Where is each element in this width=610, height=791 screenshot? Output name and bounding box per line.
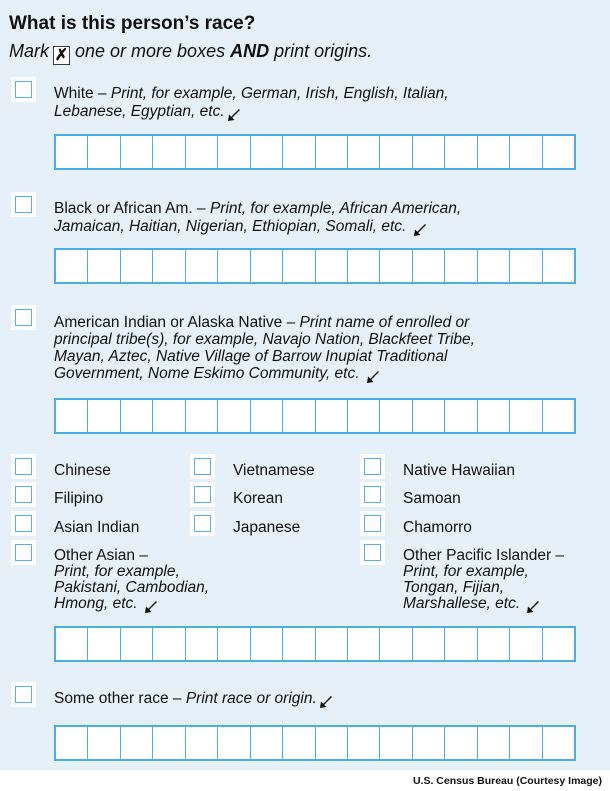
white-example-line-2: Lebanese, Egyptian, etc. <box>54 103 225 120</box>
arrow-down-left-icon <box>227 108 241 122</box>
other-pacific-example-line-1: Print, for example, <box>403 563 529 580</box>
write-in-cell[interactable] <box>121 250 153 282</box>
write-in-cell[interactable] <box>445 628 477 660</box>
korean-label: Korean <box>233 490 283 507</box>
write-in-cell[interactable] <box>316 400 348 432</box>
write-in-cell[interactable] <box>88 400 120 432</box>
write-in-cell[interactable] <box>543 628 574 660</box>
american-indian-example-line-2: principal tribe(s), for example, Navajo Nation, Blackfeet Tribe, <box>54 331 475 348</box>
write-in-cell[interactable] <box>56 136 88 168</box>
japanese-checkbox[interactable] <box>194 515 211 532</box>
write-in-cell[interactable] <box>380 250 412 282</box>
write-in-cell[interactable] <box>153 628 185 660</box>
write-in-cell[interactable] <box>348 400 380 432</box>
arrow-down-left-icon <box>144 600 158 614</box>
write-in-cell[interactable] <box>316 727 348 759</box>
write-in-cell[interactable] <box>56 628 88 660</box>
write-in-cell[interactable] <box>283 136 315 168</box>
white-label <box>54 85 449 102</box>
other-asian-checkbox[interactable] <box>15 544 32 561</box>
vietnamese-checkbox[interactable] <box>194 458 211 475</box>
write-in-cell[interactable] <box>153 250 185 282</box>
arrow-down-left-icon <box>413 223 427 237</box>
write-in-cell[interactable] <box>153 400 185 432</box>
japanese-label: Japanese <box>233 519 301 536</box>
example-marked-box: ✗ <box>54 47 69 64</box>
write-in-cell[interactable] <box>445 136 477 168</box>
write-in-cell[interactable] <box>348 136 380 168</box>
write-in-cell[interactable] <box>413 727 445 759</box>
write-in-cell[interactable] <box>413 400 445 432</box>
american-indian-label-line-4 <box>54 365 380 384</box>
asian-pacific-write-in-box[interactable] <box>54 626 576 662</box>
some-other-race-checkbox[interactable] <box>15 686 32 703</box>
american-indian-write-in-box[interactable] <box>54 398 576 434</box>
write-in-cell[interactable] <box>283 727 315 759</box>
arrow-down-left-icon <box>526 600 540 614</box>
write-in-cell[interactable] <box>510 136 542 168</box>
image-credit: U.S. Census Bureau (Courtesy Image) <box>412 775 602 787</box>
other-pacific-line-3 <box>403 595 540 614</box>
write-in-cell[interactable] <box>510 250 542 282</box>
some-other-race-label <box>54 690 333 709</box>
write-in-cell[interactable] <box>251 136 283 168</box>
question-title: What is this person’s race? <box>9 13 256 34</box>
write-in-cell[interactable] <box>380 136 412 168</box>
white-write-in-box[interactable] <box>54 134 576 170</box>
write-in-cell[interactable] <box>348 628 380 660</box>
chinese-checkbox[interactable] <box>15 458 32 475</box>
american-indian-category: American Indian or Alaska Native – <box>54 314 296 331</box>
instruction-mark-text: Mark <box>9 41 49 61</box>
other-asian-example-line-3: Hmong, etc. <box>54 595 138 612</box>
write-in-cell[interactable] <box>88 727 120 759</box>
instruction-end-text: print origins. <box>274 41 373 61</box>
write-in-cell[interactable] <box>218 628 250 660</box>
other-asian-example-line-1: Print, for example, <box>54 563 180 580</box>
other-asian-example-line-2: Pakistani, Cambodian, <box>54 579 210 596</box>
some-other-race-example: Print race or origin. <box>185 690 317 707</box>
chinese-label: Chinese <box>54 462 111 479</box>
write-in-cell[interactable] <box>510 628 542 660</box>
korean-checkbox[interactable] <box>194 486 211 503</box>
write-in-cell[interactable] <box>413 136 445 168</box>
other-asian-line-1 <box>54 563 180 580</box>
american-indian-example-line-3: Mayan, Aztec, Native Village of Barrow Inupiat Traditional <box>54 348 448 365</box>
write-in-cell[interactable] <box>380 628 412 660</box>
write-in-cell[interactable] <box>316 628 348 660</box>
some-other-race-category: Some other race – <box>54 690 182 707</box>
write-in-cell[interactable] <box>380 727 412 759</box>
write-in-cell[interactable] <box>510 727 542 759</box>
write-in-cell[interactable] <box>478 250 510 282</box>
black-checkbox[interactable] <box>15 196 32 213</box>
write-in-cell[interactable] <box>88 136 120 168</box>
write-in-cell[interactable] <box>316 136 348 168</box>
american-indian-label-line-2 <box>54 331 475 348</box>
write-in-cell[interactable] <box>251 628 283 660</box>
arrow-down-left-icon <box>366 370 380 384</box>
white-category: White – <box>54 85 107 102</box>
arrow-down-left-icon <box>319 695 333 709</box>
question-instruction <box>9 41 372 65</box>
write-in-cell[interactable] <box>478 136 510 168</box>
write-in-cell[interactable] <box>56 727 88 759</box>
write-in-cell[interactable] <box>316 250 348 282</box>
other-pacific-line-2 <box>403 579 504 596</box>
write-in-cell[interactable] <box>186 628 218 660</box>
write-in-cell[interactable] <box>186 727 218 759</box>
other-pacific-line-1 <box>403 563 529 580</box>
write-in-cell[interactable] <box>251 250 283 282</box>
write-in-cell[interactable] <box>413 250 445 282</box>
american-indian-label <box>54 314 469 331</box>
native-hawaiian-checkbox[interactable] <box>364 458 381 475</box>
write-in-cell[interactable] <box>218 400 250 432</box>
write-in-cell[interactable] <box>510 400 542 432</box>
asian-indian-checkbox[interactable] <box>15 515 32 532</box>
write-in-cell[interactable] <box>218 727 250 759</box>
american-indian-label-line-3 <box>54 348 447 365</box>
american-indian-example-line-1: Print name of enrolled or <box>299 314 470 331</box>
write-in-cell[interactable] <box>445 727 477 759</box>
other-pacific-islander-label: Other Pacific Islander – <box>403 547 565 564</box>
samoan-checkbox[interactable] <box>364 486 381 503</box>
write-in-cell[interactable] <box>56 250 88 282</box>
write-in-cell[interactable] <box>283 400 315 432</box>
write-in-cell[interactable] <box>186 400 218 432</box>
vietnamese-label: Vietnamese <box>233 462 315 479</box>
write-in-cell[interactable] <box>121 400 153 432</box>
black-label <box>54 200 461 217</box>
write-in-cell[interactable] <box>445 400 477 432</box>
white-checkbox[interactable] <box>15 81 32 98</box>
write-in-cell[interactable] <box>543 727 574 759</box>
samoan-label: Samoan <box>403 490 461 507</box>
write-in-cell[interactable] <box>218 250 250 282</box>
write-in-cell[interactable] <box>88 628 120 660</box>
black-write-in-box[interactable] <box>54 248 576 284</box>
write-in-cell[interactable] <box>478 727 510 759</box>
write-in-cell[interactable] <box>478 400 510 432</box>
instruction-mid-text: one or more boxes <box>75 41 226 61</box>
black-example-line-1: Print, for example, African American, <box>209 200 462 217</box>
write-in-cell[interactable] <box>413 628 445 660</box>
native-hawaiian-label: Native Hawaiian <box>403 462 515 479</box>
black-example-line-2: Jamaican, Haitian, Nigerian, Ethiopian, Somali, etc. <box>54 218 407 235</box>
filipino-label: Filipino <box>54 490 104 507</box>
write-in-cell[interactable] <box>251 727 283 759</box>
write-in-cell[interactable] <box>56 400 88 432</box>
chamorro-checkbox[interactable] <box>364 515 381 532</box>
asian-indian-label: Asian Indian <box>54 519 140 536</box>
write-in-cell[interactable] <box>380 400 412 432</box>
write-in-cell[interactable] <box>153 727 185 759</box>
write-in-cell[interactable] <box>283 250 315 282</box>
american-indian-example-line-4: Government, Nome Eskimo Community, etc. <box>54 365 360 382</box>
american-indian-checkbox[interactable] <box>15 309 32 326</box>
filipino-checkbox[interactable] <box>15 486 32 503</box>
other-asian-label: Other Asian – <box>54 547 148 564</box>
write-in-cell[interactable] <box>348 250 380 282</box>
black-category: Black or African Am. – <box>54 200 206 217</box>
other-pacific-islander-checkbox[interactable] <box>364 544 381 561</box>
write-in-cell[interactable] <box>121 628 153 660</box>
other-asian-line-3 <box>54 595 158 614</box>
instruction-and-text: AND <box>230 41 270 61</box>
write-in-cell[interactable] <box>283 628 315 660</box>
write-in-cell[interactable] <box>543 400 574 432</box>
write-in-cell[interactable] <box>88 250 120 282</box>
write-in-cell[interactable] <box>543 136 574 168</box>
other-pacific-example-line-3: Marshallese, etc. <box>403 595 521 612</box>
write-in-cell[interactable] <box>186 136 218 168</box>
other-asian-line-2 <box>54 579 209 596</box>
write-in-cell[interactable] <box>121 136 153 168</box>
write-in-cell[interactable] <box>218 136 250 168</box>
white-label-line-2 <box>54 103 241 122</box>
write-in-cell[interactable] <box>348 727 380 759</box>
write-in-cell[interactable] <box>251 400 283 432</box>
white-example-line-1: Print, for example, German, Irish, English, Italian, <box>110 85 449 102</box>
write-in-cell[interactable] <box>445 250 477 282</box>
some-other-race-write-in-box[interactable] <box>54 725 576 761</box>
chamorro-label: Chamorro <box>403 519 472 536</box>
write-in-cell[interactable] <box>186 250 218 282</box>
black-label-line-2 <box>54 218 427 237</box>
other-pacific-example-line-2: Tongan, Fijian, <box>403 579 505 596</box>
write-in-cell[interactable] <box>543 250 574 282</box>
write-in-cell[interactable] <box>153 136 185 168</box>
write-in-cell[interactable] <box>121 727 153 759</box>
write-in-cell[interactable] <box>478 628 510 660</box>
